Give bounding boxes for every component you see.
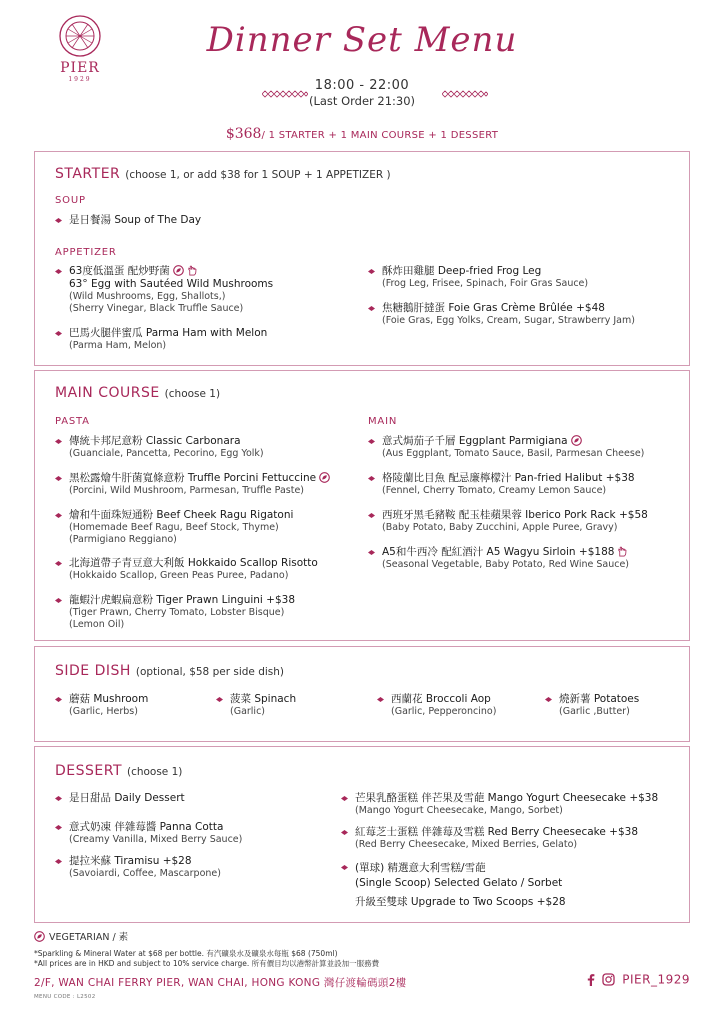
soup-label: SOUP — [55, 195, 86, 206]
side-item-broccoli: 西蘭花 Broccoli Aop (Garlic, Pepperoncino) — [377, 693, 496, 718]
diamond-bullet-icon — [368, 550, 375, 555]
main-course-section — [34, 370, 690, 641]
pasta-item-linguini: 龍蝦汁虎蝦扁意粉 Tiger Prawn Linguini +$38 (Tiger Prawn, Cherry Tomato, Lobster Bisque) (Lemon Oil) — [55, 594, 295, 631]
side-dish-section — [34, 646, 690, 742]
pasta-item-truffle: 黑松露燴牛肝菌寬條意粉 Truffle Porcini Fettuccine (Porcini, Wild Mushroom, Parmesan, Truffle Paste) — [55, 472, 330, 497]
pasta-label: PASTA — [55, 416, 90, 427]
recommended-hand-icon — [187, 265, 198, 276]
side-item-potatoes: 燒新薯 Potatoes (Garlic ,Butter) — [545, 693, 639, 718]
diamond-bullet-icon — [55, 697, 62, 702]
diamond-bullet-icon — [368, 306, 375, 311]
diamond-bullet-icon — [55, 218, 62, 223]
starter-heading: STARTER (choose 1, or add $38 for 1 SOUP + 1 APPETIZER ) — [55, 166, 391, 182]
main-label: MAIN — [368, 416, 398, 427]
main-heading: MAIN COURSE (choose 1) — [55, 385, 221, 401]
diamond-bullet-icon — [55, 796, 62, 801]
vegetarian-legend: VEGETARIAN / 素 — [34, 929, 128, 943]
vegetarian-icon — [173, 265, 184, 276]
vegetarian-icon — [34, 931, 45, 942]
set-price — [0, 123, 724, 142]
dessert-section — [34, 746, 690, 923]
diamond-bullet-icon — [368, 513, 375, 518]
main-item-halibut: 格陵蘭比目魚 配忌廉檸檬汁 Pan-fried Halibut +$38 (Fennel, Cherry Tomato, Creamy Lemon Sauce) — [368, 472, 635, 497]
diamond-bullet-icon — [545, 697, 552, 702]
dessert-item-gelato: (單球) 精選意大利雪糕/雪葩 (Single Scoop) Selected Gelato / Sorbet — [341, 861, 562, 891]
diamond-bullet-icon — [55, 476, 62, 481]
diamond-bullet-icon — [341, 830, 348, 835]
menu-code: MENU CODE : L2502 — [34, 994, 96, 1000]
price-description: / 1 STARTER + 1 MAIN COURSE + 1 DESSERT — [261, 130, 499, 141]
side-item-mushroom: 蘑菇 Mushroom (Garlic, Herbs) — [55, 693, 148, 718]
diamond-bullet-icon — [55, 513, 62, 518]
diamond-bullet-icon — [55, 269, 62, 274]
diamond-bullet-icon — [55, 825, 62, 830]
brand-name: PIER — [60, 60, 100, 76]
vegetarian-icon — [319, 472, 330, 483]
price-value: $368 — [225, 126, 262, 142]
dessert-item-red-berry: 紅莓芝士蛋糕 伴雜莓及雪糕 Red Berry Cheesecake +$38 (Red Berry Cheesecake, Mixed Berries, Gelato) — [341, 826, 638, 851]
diamond-bullet-icon — [368, 269, 375, 274]
facebook-icon[interactable] — [586, 973, 595, 986]
diamond-bullet-icon — [216, 697, 223, 702]
diamond-bullet-icon — [368, 476, 375, 481]
dessert-gelato-upgrade: 升級至雙球 Upgrade to Two Scoops +$28 — [355, 896, 566, 908]
diamond-bullet-icon — [368, 439, 375, 444]
diamond-bullet-icon — [55, 561, 62, 566]
pasta-item-carbonara: 傳統卡邦尼意粉 Classic Carbonara (Guanciale, Pancetta, Pecorino, Egg Yolk) — [55, 435, 264, 460]
recommended-hand-icon — [617, 546, 628, 557]
dessert-note: (choose 1) — [126, 766, 183, 778]
side-note: (optional, $58 per side dish) — [135, 666, 285, 678]
appetizer-label: APPETIZER — [55, 247, 117, 258]
instagram-icon[interactable] — [602, 973, 615, 986]
starter-note: (choose 1, or add $38 for 1 SOUP + 1 APPETIZER ) — [125, 169, 391, 181]
dessert-heading: DESSERT (choose 1) — [55, 763, 183, 779]
water-note: *Sparkling & Mineral Water at $68 per bottle. 有汽礦泉水及礦泉水每瓶 $68 (750ml) — [34, 949, 338, 958]
diamond-bullet-icon — [55, 331, 62, 336]
diamond-bullet-icon — [341, 865, 348, 870]
diamond-bullet-icon — [377, 697, 384, 702]
social-handle[interactable]: PIER_1929 — [586, 972, 690, 987]
main-item-pork: 西班牙黑毛豬鞍 配玉桂蘋果蓉 Iberico Pork Rack +$58 (Baby Potato, Baby Zucchini, Apple Puree, Gravy) — [368, 509, 648, 534]
dessert-item-panna-cotta: 意式奶凍 伴雜莓醬 Panna Cotta (Creamy Vanilla, Mixed Berry Sauce) — [55, 821, 242, 846]
starter-item-parma: 巴馬火腿伴蜜瓜 Parma Ham with Melon (Parma Ham, Melon) — [55, 327, 267, 352]
side-item-spinach: 菠菜 Spinach (Garlic) — [216, 693, 296, 718]
main-item-wagyu: A5和牛西冷 配紅酒汁 A5 Wagyu Sirloin +$188 (Seasonal Vegetable, Baby Potato, Red Wine Sauce) — [368, 546, 629, 571]
page-title: Dinner Set Menu — [206, 20, 518, 60]
service-charge-note: *All prices are in HKD and subject to 10% service charge. 所有價目均以港幣計算並設加一服務費 — [34, 959, 380, 968]
starter-section — [34, 151, 690, 366]
diamond-bullet-icon — [55, 859, 62, 864]
brand-year: 1929 — [68, 76, 92, 83]
diamond-bullet-icon — [341, 796, 348, 801]
dessert-item-daily: 是日甜品 Daily Dessert — [55, 792, 185, 805]
starter-item-egg: 63度低溫蛋 配炒野菌 63° Egg with Sautéed Wild Mushrooms (Wild Mushrooms, Egg, Shallots,) (Sherry Vinegar, Black Truffle Sauce) — [55, 265, 273, 315]
diamond-bullet-icon — [55, 598, 62, 603]
soup-item: 是日餐湯 Soup of The Day — [55, 214, 201, 227]
side-heading: SIDE DISH (optional, $58 per side dish) — [55, 663, 285, 679]
last-order: (Last Order 21:30) — [308, 94, 416, 108]
pasta-item-rigatoni: 燴和牛面珠短通粉 Beef Cheek Ragu Rigatoni (Homemade Beef Ragu, Beef Stock, Thyme) (Parmigiano Reggiano) — [55, 509, 293, 546]
starter-item-foie: 焦糖鵝肝撻蛋 Foie Gras Crème Brûlée +$48 (Foie Gras, Egg Yolks, Cream, Sugar, Strawberry Jam) — [368, 302, 635, 327]
pasta-item-risotto: 北海道帶子青豆意大利飯 Hokkaido Scallop Risotto (Hokkaido Scallop, Green Peas Puree, Padano) — [55, 557, 318, 582]
address: 2/F, WAN CHAI FERRY PIER, WAN CHAI, HONG KONG 灣仔渡輪碼頭2樓 — [34, 977, 407, 989]
starter-item-frog: 酥炸田雞腿 Deep-fried Frog Leg (Frog Leg, Frisee, Spinach, Foir Gras Sauce) — [368, 265, 588, 290]
main-note: (choose 1) — [164, 388, 221, 400]
dessert-item-tiramisu: 提拉米蘇 Tiramisu +$28 (Savoiardi, Coffee, Mascarpone) — [55, 855, 221, 880]
dessert-item-mango: 芒果乳酪蛋糕 伴芒果及雪葩 Mango Yogurt Cheesecake +$38 (Mango Yogurt Cheesecake, Mango, Sorbet) — [341, 792, 658, 817]
service-hours: 18:00 - 22:00 — [314, 78, 410, 93]
vegetarian-icon — [571, 435, 582, 446]
diamond-bullet-icon — [55, 439, 62, 444]
main-item-eggplant: 意式焗茄子千層 Eggplant Parmigiana (Aus Eggplant, Tomato Sauce, Basil, Parmesan Cheese) — [368, 435, 644, 460]
